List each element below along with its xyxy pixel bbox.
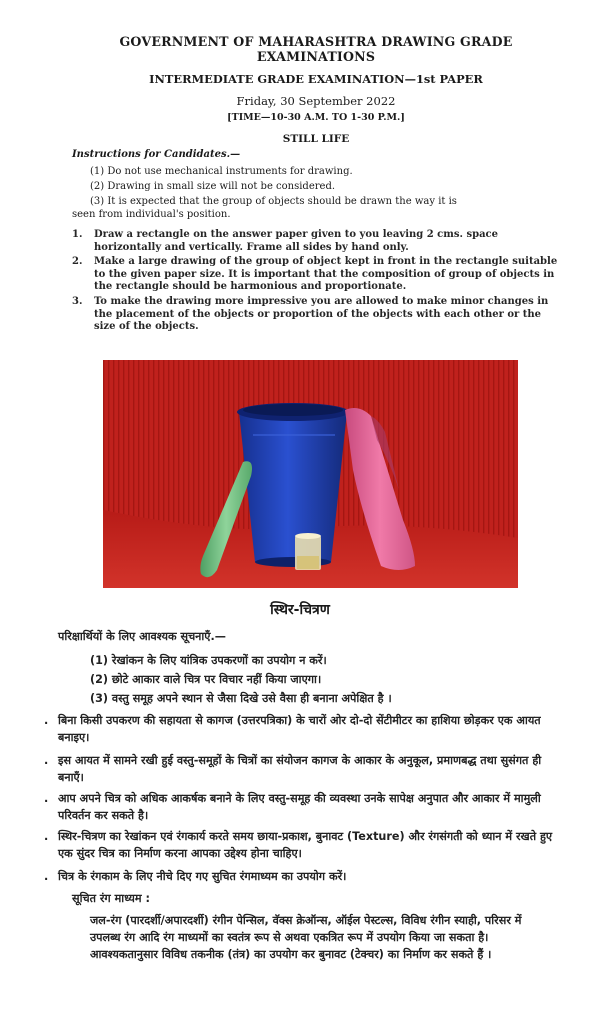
hindi-item: (1) रेखांकन के लिए यांत्रिक उपकरणों का उपयोग न करें। — [90, 654, 327, 667]
exam-time: [TIME—10-30 A.M. TO 1-30 P.M.] — [227, 112, 405, 123]
media-text: जल-रंग (पारदर्शी/अपारदर्शी) रंगीन पेन्सिल, वॅक्स क्रेऑन्स, ऑईल पेस्टल्स, विविध रंगीन स्याही, परिसर में उपलब्ध रंग आदि रंग माध्यमों का स्वतंत्र रूप से अथवा एकत्रित रूप में उपयोग किया जा सकता है। आवश्यकतानुसार विविध तकनीक (तंत्र) का उपयोग कर बुनावट (टेक्चर) का निर्माण कर सकते हैं । — [90, 914, 522, 961]
instruction-item-continuation: seen from individual's position. — [72, 209, 231, 220]
hindi-caption: स्थिर-चित्रण — [270, 602, 330, 618]
hindi-paragraph-1: . बिना किसी उपकरण की सहायता से कागज (उत्तरपत्रिका) के चारों ओर दो-दो सेंटीमीटर का हाशिया छोड़कर एक आयत बनाइए। — [44, 714, 541, 744]
hindi-instructions-heading: परिक्षार्थियों के लिए आवश्यक सूचनाएँ.— — [58, 630, 226, 643]
hindi-item: (3) वस्तु समूह अपने स्थान से जैसा दिखे उसे वैसा ही बनाना अपेक्षित है । — [90, 692, 392, 705]
exam-date: Friday, 30 September 2022 — [236, 94, 396, 108]
instruction-item: (1) Do not use mechanical instruments for drawing. — [90, 166, 353, 177]
instruction-item: (2) Drawing in small size will not be considered. — [90, 181, 336, 192]
instructions-list — [72, 164, 560, 221]
numbered-instructions — [72, 229, 560, 334]
hindi-paragraph-2: . इस आयत में सामने रखी हुई वस्तु-समूहों के चित्रों का संयोजन कागज के आकार के अनुकूल, प्रमाणबद्ध तथा सुसंगत ही बनाएँ। — [44, 754, 542, 784]
instruction-item: (3) It is expected that the group of objects should be drawn the way it is — [90, 196, 457, 207]
numbered-item — [72, 296, 560, 334]
item-number: 1. — [72, 229, 83, 240]
header-subtitle: INTERMEDIATE GRADE EXAMINATION—1st PAPER — [149, 72, 483, 86]
item-text: To make the drawing more impressive you are allowed to make minor changes in the placement of the objects or proportion of the objects with each other or the size of the objects. — [94, 295, 549, 333]
item-number: 3. — [72, 295, 83, 307]
media-heading: सूचित रंग माध्यम : — [72, 892, 150, 905]
still-life-photo — [103, 360, 518, 588]
hindi-paragraph-3: . आप अपने चित्र को अधिक आकर्षक बनाने के लिए वस्तु-समूह की व्यवस्था उनके सापेक्ष अनुपात और आकार में मामुली परिवर्तन कर सकते है। — [44, 792, 541, 822]
instructions-heading: Instructions for Candidates.— — [72, 149, 241, 160]
still-life-illustration — [103, 360, 518, 588]
hindi-paragraph-5: . चित्र के रंगकाम के लिए नीचे दिए गए सुचित रंगमाध्यम का उपयोग करें। — [44, 870, 347, 883]
item-text: Make a large drawing of the group of object kept in front in the rectangle suitable to the given paper size. It is important that the composition of group of objects in the rectangle should be harmonious and proportionate. — [94, 256, 558, 293]
numbered-item — [72, 229, 560, 254]
hindi-item: (2) छोटे आकार वाले चित्र पर विचार नहीं किया जाएगा। — [90, 673, 322, 686]
subject-title: STILL LIFE — [282, 133, 350, 145]
header-title: GOVERNMENT OF MAHARASHTRA DRAWING GRADE EXAMINATIONS — [119, 34, 513, 64]
item-number: 2. — [72, 256, 83, 268]
numbered-item — [72, 256, 560, 294]
item-text: Draw a rectangle on the answer paper given to you leaving 2 cms. space horizontally and vertically. Frame all sides by hand only. — [94, 229, 498, 253]
hindi-paragraph-4: . स्थिर-चित्रण का रेखांकन एवं रंगकार्य करते समय छाया-प्रकाश, बुनावट (Texture) और रंगसंगती को ध्यान में रखते हुए एक सुंदर चित्र का निर्माण करना आपका उद्देश्य होना चाहिए। — [44, 830, 553, 860]
